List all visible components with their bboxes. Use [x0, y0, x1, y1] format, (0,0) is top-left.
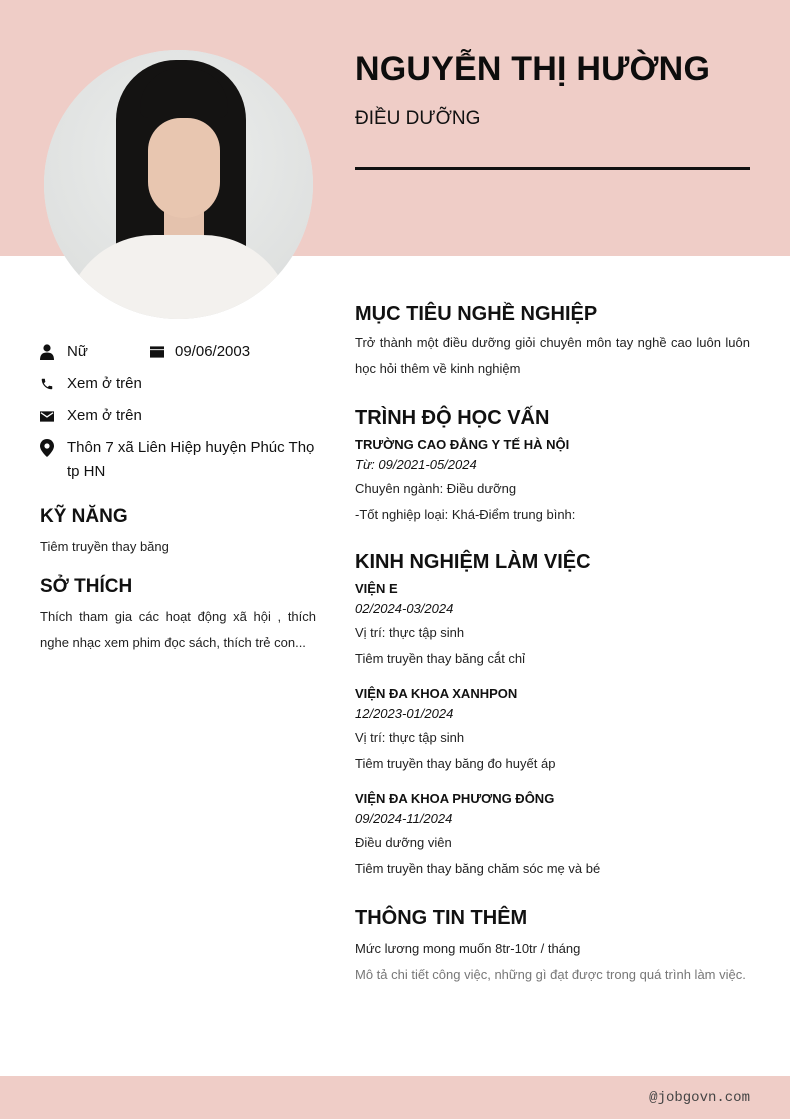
- education-major: Chuyên ngành: Điều dưỡng: [355, 481, 517, 496]
- hobbies-text: Thích tham gia các hoạt động xã hội , thích nghe nhạc xem phim đọc sách, thích trẻ con...: [40, 609, 316, 650]
- skills-heading: KỸ NĂNG: [40, 506, 128, 527]
- job-title: ĐIỀU DƯỠNG: [355, 108, 481, 129]
- footer: [0, 1076, 790, 1119]
- experience-role: Vị trí: thực tập sinh: [355, 625, 465, 640]
- hobbies-heading: SỞ THÍCH: [40, 576, 133, 597]
- experience-role: Điều dưỡng viên: [355, 835, 452, 850]
- salary-text: Mức lương mong muốn 8tr-10tr / tháng: [355, 941, 581, 956]
- experience-period: 12/2023-01/2024: [355, 706, 454, 721]
- experience-org: VIỆN E: [355, 581, 398, 596]
- experience-desc: Tiêm truyền thay băng đo huyết áp: [355, 756, 556, 771]
- experience-org: VIỆN ĐA KHOA PHƯƠNG ĐÔNG: [355, 791, 555, 806]
- calendar-icon: [150, 340, 164, 364]
- phone-value: Xem ở trên: [67, 375, 142, 392]
- left-column: [40, 340, 316, 656]
- mail-icon: [40, 404, 54, 428]
- experience-period: 09/2024-11/2024: [355, 811, 453, 826]
- gender-dob-row: [40, 340, 316, 364]
- experience-role: Vị trí: thực tập sinh: [355, 730, 465, 745]
- person-icon: [40, 340, 54, 364]
- experience-desc: Tiêm truyền thay băng chăm sóc mẹ và bé: [355, 861, 601, 876]
- experience-item: [355, 685, 750, 777]
- email-value: Xem ở trên: [67, 407, 142, 424]
- experience-org: VIỆN ĐA KHOA XANHPON: [355, 686, 518, 701]
- extra-placeholder: Mô tả chi tiết công việc, những gì đạt được trong quá trình làm việc.: [355, 967, 746, 982]
- skills-text: Tiêm truyền thay băng: [40, 539, 169, 554]
- divider: [355, 167, 750, 170]
- candidate-name: NGUYỄN THỊ HƯỜNG: [355, 50, 711, 88]
- experience-item: [355, 580, 750, 672]
- right-column: [355, 300, 750, 988]
- objective-text: Trở thành một điều dưỡng giỏi chuyên môn tay nghề cao luôn luôn học hỏi thêm về kinh nghiệm: [355, 335, 750, 376]
- objective-heading: MỤC TIÊU NGHỀ NGHIỆP: [355, 303, 598, 325]
- gender-value: Nữ: [67, 343, 88, 360]
- education-period: Từ: 09/2021-05/2024: [355, 457, 477, 472]
- school-name: TRƯỜNG CAO ĐẲNG Y TẾ HÀ NỘI: [355, 437, 570, 452]
- education-heading: TRÌNH ĐỘ HỌC VẤN: [355, 407, 550, 429]
- extra-heading: THÔNG TIN THÊM: [355, 907, 528, 929]
- experience-heading: KINH NGHIỆM LÀM VIỆC: [355, 551, 591, 573]
- education-grade: -Tốt nghiệp loại: Khá-Điểm trung bình:: [355, 507, 576, 522]
- dob-value: 09/06/2003: [175, 343, 251, 360]
- address-row: [40, 436, 316, 484]
- profile-photo: [44, 50, 313, 319]
- experience-item: [355, 790, 750, 882]
- location-pin-icon: [40, 436, 54, 460]
- phone-icon: [40, 372, 54, 396]
- address-value: Thôn 7 xã Liên Hiệp huyện Phúc Thọ tp HN: [67, 439, 315, 480]
- experience-period: 02/2024-03/2024: [355, 601, 454, 616]
- phone-row: [40, 372, 316, 396]
- experience-desc: Tiêm truyền thay băng cắt chỉ: [355, 651, 526, 666]
- footer-brand: @jobgovn.com: [649, 1090, 750, 1106]
- email-row: [40, 404, 316, 428]
